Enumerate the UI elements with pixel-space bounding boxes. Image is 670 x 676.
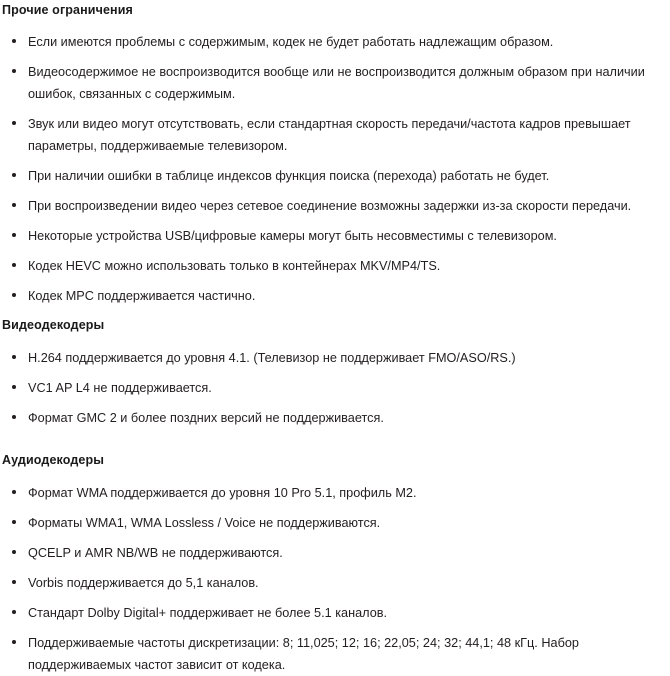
list-item (0, 255, 670, 277)
list-item (0, 285, 670, 307)
section-heading-audio-decoders: Аудиодекодеры (2, 453, 105, 467)
list-item-text: H.264 поддерживается до уровня 4.1. (Телевизор не поддерживает FMO/ASO/RS.) (28, 351, 516, 365)
list-item-text: Формат WMA поддерживается до уровня 10 Pro 5.1, профиль M2. (28, 486, 417, 500)
list-item (0, 632, 670, 676)
bullet-dot-icon (12, 39, 16, 43)
section-heading-video-decoders: Видеодекодеры (2, 318, 105, 332)
list-item (0, 572, 670, 594)
list-item (0, 347, 670, 369)
bullet-dot-icon (12, 233, 16, 237)
list-item (0, 225, 670, 247)
bullet-dot-icon (12, 640, 16, 644)
bullet-dot-icon (12, 69, 16, 73)
section-other-limitations (0, 2, 670, 307)
list-item-text: При наличии ошибки в таблице индексов функция поиска (перехода) работать не будет. (28, 169, 550, 183)
bullet-dot-icon (12, 520, 16, 524)
list-item-text: Формат GMC 2 и более поздних версий не поддерживается. (28, 411, 384, 425)
section-video-decoders (0, 317, 670, 429)
bullet-dot-icon (12, 203, 16, 207)
bullet-dot-icon (12, 385, 16, 389)
list-item-text: Если имеются проблемы с содержимым, кодек не будет работать надлежащим образом. (28, 35, 554, 49)
list-item-text: Стандарт Dolby Digital+ поддерживает не более 5.1 каналов. (28, 606, 388, 620)
list-item (0, 61, 670, 105)
bullet-dot-icon (12, 550, 16, 554)
list-item (0, 113, 670, 157)
list-item-text: Кодек HEVC можно использовать только в контейнерах MKV/MP4/TS. (28, 259, 441, 273)
list-item-text: Поддерживаемые частоты дискретизации: 8; 11,025; 12; 16; 22,05; 24; 32; 44,1; 48 кГц. Набор поддерживаемых частот зависит от кодека. (28, 636, 579, 672)
list-item (0, 407, 670, 429)
section-heading-other-limitations: Прочие ограничения (2, 3, 133, 17)
bullet-dot-icon (12, 263, 16, 267)
bullet-list-video-decoders (0, 347, 670, 429)
list-item (0, 195, 670, 217)
list-item-text: При воспроизведении видео через сетевое соединение возможны задержки из-за скорости передачи. (28, 199, 632, 213)
list-item-text: Кодек MPC поддерживается частично. (28, 289, 256, 303)
bullet-dot-icon (12, 580, 16, 584)
list-item-text: Видеосодержимое не воспроизводится вообще или не воспроизводится должным образом при наличии ошибок, связанных с содержимым. (28, 65, 645, 101)
section-audio-decoders (0, 452, 670, 676)
list-item-text: Форматы WMA1, WMA Lossless / Voice не поддерживаются. (28, 516, 381, 530)
bullet-dot-icon (12, 490, 16, 494)
list-item (0, 482, 670, 504)
list-item-text: Некоторые устройства USB/цифровые камеры могут быть несовместимы с телевизором. (28, 229, 557, 243)
bullet-dot-icon (12, 173, 16, 177)
list-item (0, 31, 670, 53)
bullet-dot-icon (12, 293, 16, 297)
list-item-text: VC1 AP L4 не поддерживается. (28, 381, 212, 395)
list-item (0, 512, 670, 534)
list-item-text: Звук или видео могут отсутствовать, если стандартная скорость передачи/частота кадров превышает параметры, поддерживаемые телевизором. (28, 117, 631, 153)
list-item-text: QCELP и AMR NB/WB не поддерживаются. (28, 546, 283, 560)
bullet-dot-icon (12, 610, 16, 614)
bullet-list-audio-decoders (0, 482, 670, 676)
list-item (0, 165, 670, 187)
list-item (0, 602, 670, 624)
bullet-list-other-limitations (0, 31, 670, 307)
list-item-text: Vorbis поддерживается до 5,1 каналов. (28, 576, 259, 590)
bullet-dot-icon (12, 355, 16, 359)
bullet-dot-icon (12, 415, 16, 419)
bullet-dot-icon (12, 121, 16, 125)
list-item (0, 542, 670, 564)
list-item (0, 377, 670, 399)
